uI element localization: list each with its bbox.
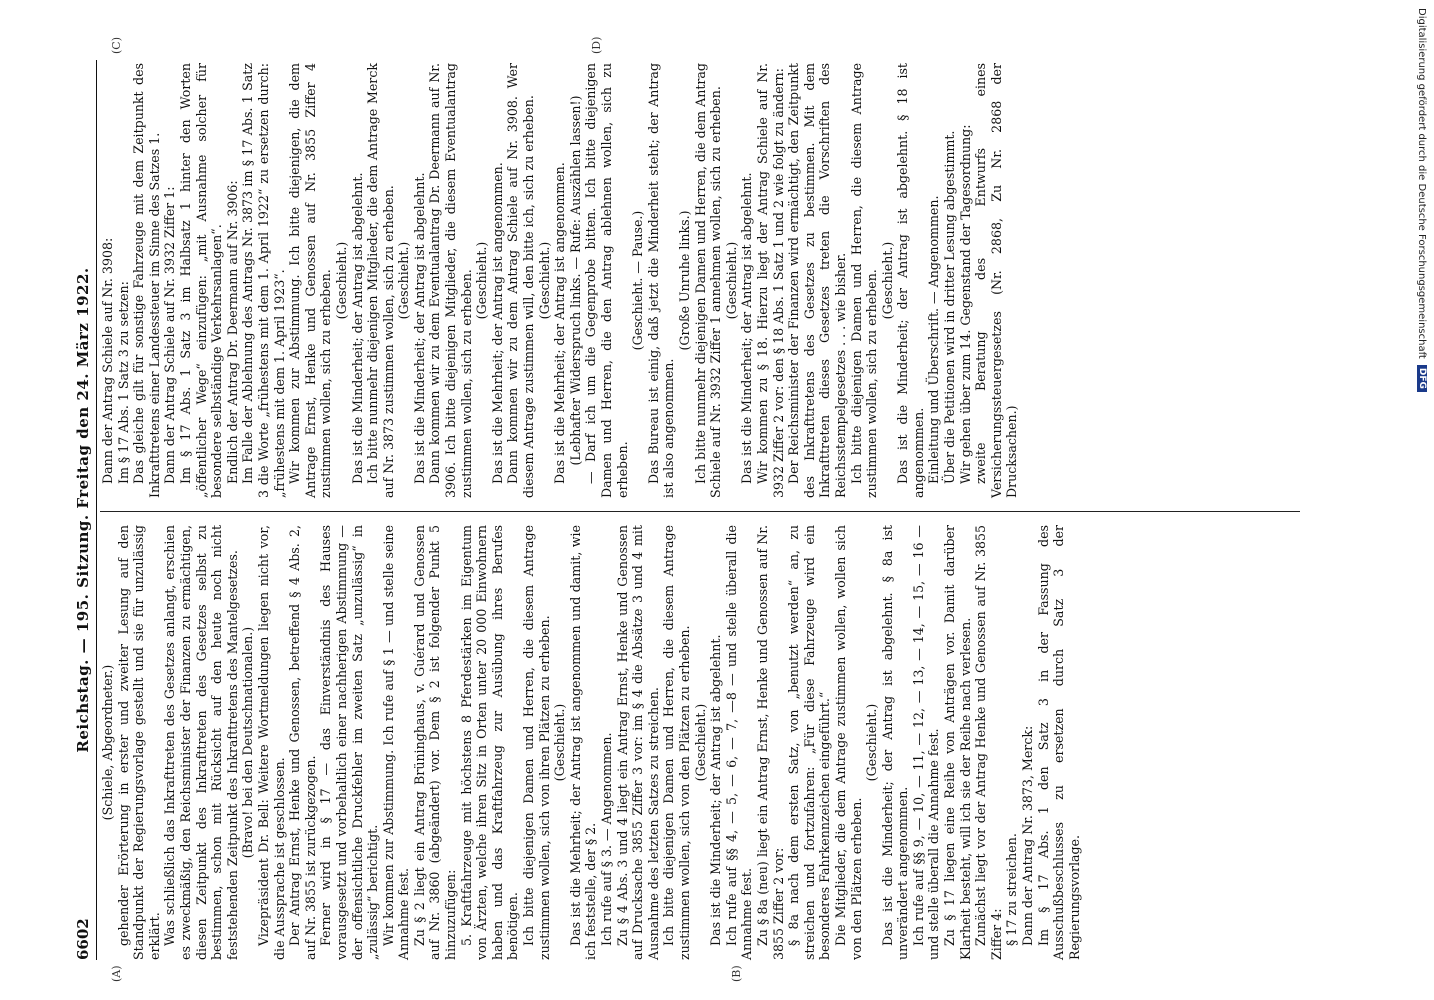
left-column-paragraph: Zunächst liegt vor der Antrag Henke und Genossen auf Nr. 3855 Ziffer 4: xyxy=(973,525,1004,960)
left-column-paragraph: Ich bitte diejenigen Damen und Herren, die diesem Antrage zustimmen wollen, sich von ihren Plätzen zu erheben. xyxy=(521,525,552,960)
page-number: 6602 xyxy=(74,918,92,960)
right-column-paragraph: (Geschieht.) xyxy=(474,241,490,320)
left-column-paragraph: Ich rufe auf §§ 9, — 10, — 11, — 12, — 13, — 14, — 15, — 16 — und stelle überall die Annahme fest. xyxy=(910,525,942,960)
right-column-paragraph: Endlich der Antrag Dr. Deermann auf Nr. 3906: xyxy=(224,180,240,484)
right-column-paragraph: (Geschieht. — Pause.) xyxy=(630,210,646,351)
right-column-paragraph: Dann kommen wir zu dem Antrag Schiele auf Nr. 3908. Wer diesem Antrage zustimmen will, den bitte ich, sich zu erheben. xyxy=(505,63,537,498)
right-column-paragraph: Im Falle der Ablehnung des Antrags Nr. 3873 im § 17 Abs. 1 Satz 3 die Worte „frühestens mit dem 1. April 1922“ zu ersetzen durch: „frühestens mit dem 1. April 1923“. xyxy=(240,63,287,498)
left-column-paragraph: (Geschieht.) xyxy=(864,703,880,782)
right-column-paragraph: Das ist die Mehrheit; der Antrag ist angenommen. xyxy=(489,162,505,484)
right-column xyxy=(100,63,1020,498)
left-column-paragraph: Zu § 8a (neu) liegt ein Antrag Ernst, Henke und Genossen auf Nr. 3855 Ziffer 2 vor: xyxy=(754,525,786,960)
left-column-paragraph: Ich bitte diejenigen Damen und Herren, die diesem Antrage zustimmen wollen, sich von den Plätzen zu erheben. xyxy=(661,525,692,960)
running-head: Reichstag. — 195. Sitzung. Freitag den 24. März 1922. xyxy=(74,267,92,753)
margin-letter-a: (A) xyxy=(110,965,123,982)
right-column-paragraph: Wir kommen zu § 18. Hierzu liegt der Antrag Schiele auf Nr. 3932 Ziffer 2 vor: den § 18 Abs. 1 Satz 1 und 2 wie folgt zu ändern: xyxy=(754,63,786,498)
left-column-paragraph: Das ist die Minderheit; der Antrag ist abgelehnt. § 8a ist unverändert angenommen. xyxy=(879,525,911,960)
left-column-paragraph: Wir kommen zur Abstimmung. Ich rufe auf § 1 — und stelle seine Annahme fest. xyxy=(380,525,412,960)
rotated-page xyxy=(70,36,1310,982)
left-column-paragraph: Im § 17 Abs. 1 den Satz 3 in der Fassung des Ausschußbeschlusses zu ersetzen durch Satz 3 der Regierungsvorlage. xyxy=(1035,525,1082,960)
right-column-paragraph: Ich bitte nunmehr diejenigen Mitglieder, die dem Antrage Merck auf Nr. 3873 zustimmen wollen, sich zu erheben. xyxy=(365,63,396,498)
margin-letter-c: (C) xyxy=(110,37,123,54)
left-column-paragraph: (Geschieht.) xyxy=(552,703,568,782)
margin-letter-d: (D) xyxy=(590,36,603,54)
right-column-paragraph: Das gleiche gilt für sonstige Fahrzeuge mit dem Zeitpunkt des Inkrafttretens einer Landessteuer im Sinne des Satzes 1. xyxy=(131,63,162,498)
page-header xyxy=(70,60,97,960)
right-column-paragraph: Das ist die Minderheit; der Antrag ist abgelehnt. xyxy=(739,172,755,484)
left-column-paragraph: (Geschieht.) xyxy=(692,703,708,782)
right-column-paragraph: Ich bitte nunmehr diejenigen Damen und Herren, die dem Antrag Schiele auf Nr. 3932 Ziffer 1 annehmen wollen, sich zu erheben. xyxy=(692,63,724,498)
right-column-paragraph: (Geschieht.) xyxy=(396,241,412,320)
left-column-paragraph: gehender Erörterung in erster und zweiter Lesung auf den Standpunkt der Regierungsvorlage gestellt und sie für unzulässig erklärt. xyxy=(115,525,162,960)
right-column-paragraph: Dann kommen wir zu dem Eventualantrag Dr. Deermann auf Nr. 3906. Ich bitte diejenigen Mitglieder, die diesem Eventualantrag zustimmen wollen, sich zu erheben. xyxy=(427,63,474,498)
left-column-paragraph: Dann der Antrag Nr. 3873, Merck: xyxy=(1020,725,1036,946)
right-column-paragraph: Wir kommen zur Abstimmung. Ich bitte diejenigen, die dem Antrage Ernst, Henke und Genossen auf Nr. 3855 Ziffer 4 zustimmen wollen, sich zu erheben. xyxy=(287,63,334,498)
left-column-paragraph: Zu § 17 liegen eine Reihe von Anträgen vor. Damit darüber Klarheit besteht, will ich sie der Reihe nach verlesen. xyxy=(942,525,973,960)
left-column-paragraph: § 8a nach dem ersten Satz, von „benutzt werden“ an, zu streichen und fortzufahren: „Für diese Fahrzeuge wird ein besonderes Fahrkennzeichen eingeführt.“ xyxy=(786,525,833,960)
left-column-paragraph: Ferner wird in § 17 — das Einverständnis des Hauses vorausgesetzt und vorbehaltlich einer nachherigen Abstimmung — der offensichtliche Druckfehler im zweiten Satz „unzulässig“ in „zulässig“ berichtigt. xyxy=(318,525,381,960)
right-column-paragraph: Das ist die Minderheit; der Antrag ist abgelehnt. § 18 ist angenommen. xyxy=(895,63,926,498)
right-column-paragraph: — Darf ich um die Gegenprobe bitten. Ich bitte diejenigen Damen und Herren, die den Antrag ablehnen wollen, sich zu erheben. xyxy=(583,63,630,498)
right-column-paragraph: zweite Beratung des Entwurfs eines Versicherungssteuergesetzes (Nr. 2868, Zu Nr. 2868 der Drucksachen.) xyxy=(973,63,1020,498)
margin-letter-b: (B) xyxy=(730,965,743,982)
left-column-paragraph: 5. Kraftfahrzeuge mit höchstens 8 Pferdestärken im Eigentum von Ärzten, welche ihren Sitz in Orten unter 20 000 Einwohnern haben und das Kraftfahrzeug zur Ausübung ihres Berufes benötigen. xyxy=(458,525,521,960)
left-column-paragraph: Ich rufe auf §§ 4, — 5, — 6, — 7, —8 — und stelle überall die Annahme fest. xyxy=(723,525,755,960)
left-column-paragraph: Zu § 4 Abs. 3 und 4 liegt ein Antrag Ernst, Henke und Genossen auf Drucksache 3855 Ziffer 3 vor: im § 4 die Absätze 3 und 4 mit Ausnahme des letzten Satzes zu streichen. xyxy=(614,525,661,960)
right-column-paragraph: Ich bitte diejenigen Damen und Herren, die diesem Antrage zustimmen wollen, sich zu erheben. xyxy=(848,63,880,498)
left-column-paragraph: (Schiele, Abgeordneter.) xyxy=(100,664,115,821)
right-column-paragraph: (Geschieht.) xyxy=(333,241,349,320)
right-column-paragraph: Wir gehen über zum 14. Gegenstand der Tagesordnung: xyxy=(957,124,973,484)
left-column-paragraph: Das ist die Minderheit; der Antrag ist abgelehnt. xyxy=(708,634,724,946)
left-column-paragraph: Ich rufe auf § 3. — Angenommen. xyxy=(599,732,614,946)
left-column xyxy=(100,525,1082,960)
left-column-paragraph: Vizepräsident Dr. Bell: Weitere Wortmeldungen liegen nicht vor, die Aussprache ist geschlossen. xyxy=(255,525,287,960)
right-column-paragraph: (Geschieht.) xyxy=(723,241,739,320)
right-column-paragraph: (Geschieht.) xyxy=(536,241,552,320)
right-column-paragraph: (Lebhafter Widerspruch links. — Rufe: Auszählen lassen!) xyxy=(567,95,583,466)
right-column-paragraph: Im § 17 Abs. 1 Satz 3 im Halbsatz 1 hinter den Worten „öffentlicher Wege“ einzufügen: „mit Ausnahme solcher für besondere selbständige Verkehrsanlagen“. xyxy=(177,63,225,498)
digitization-credit xyxy=(1414,8,1430,992)
left-column-paragraph: Das ist die Mehrheit; der Antrag ist angenommen und damit, wie ich feststelle, der § 2. xyxy=(567,525,599,960)
left-column-paragraph: Zu § 2 liegt ein Antrag Brüninghaus, v. Guérard und Genossen auf Nr. 3860 (abgeändert) vor. Dem § 2 ist folgender Punkt 5 hinzuzufügen: xyxy=(411,525,459,960)
right-column-paragraph: Einleitung und Überschrift. — Angenommen. xyxy=(926,195,942,484)
left-column-paragraph: Die Mitglieder, die dem Antrage zustimmen wollen, wollen sich von den Plätzen erheben. xyxy=(832,525,864,960)
dfg-logo: DFG xyxy=(1417,365,1427,392)
right-column-paragraph: Das ist die Mehrheit; der Antrag ist angenommen. xyxy=(552,162,568,484)
left-column-paragraph: (Bravo! bei den Deutschnationalen.) xyxy=(240,626,256,859)
right-column-paragraph: Das ist die Minderheit; der Antrag ist abgelehnt. xyxy=(349,172,365,484)
left-column-paragraph: § 17 zu streichen. xyxy=(1004,833,1020,946)
left-column-paragraph: Der Antrag Ernst, Henke und Genossen, betreffend § 4 Abs. 2, auf Nr. 3855 ist zurückgezogen. xyxy=(287,525,318,960)
right-column-paragraph: Das Bureau ist einig, daß jetzt die Minderheit steht; der Antrag ist also angenommen. xyxy=(645,63,677,498)
credit-text: Digitalisierung gefördert durch die Deutsche Forschungsgemeinschaft xyxy=(1416,8,1428,359)
right-column-paragraph: Über die Petitionen wird in dritter Lesung abgestimmt. xyxy=(942,130,958,484)
right-column-paragraph: Im § 17 Abs. 1 Satz 3 zu setzen: xyxy=(115,281,131,484)
column-divider xyxy=(100,511,1300,512)
right-column-paragraph: (Geschieht.) xyxy=(879,241,895,320)
right-column-paragraph: (Große Unruhe links.) xyxy=(676,210,692,351)
right-column-paragraph: Dann der Antrag Schiele auf Nr. 3908: xyxy=(100,237,115,484)
right-column-paragraph: Der Reichsminister der Finanzen wird ermächtigt, den Zeitpunkt des Inkrafttretens des Gesetzes zu bestimmen. Mit dem Inkrafttreten dieses Gesetzes treten die Vorschriften des Reichsstempelgesetzes . . . wie bisher. xyxy=(786,63,848,498)
left-column-paragraph: Was schließlich das Inkrafttreten des Gesetzes anlangt, erschien es zweckmäßig, den Reichsminister der Finanzen zu ermächtigen, diesen Zeitpunkt des Inkrafttreten des Gesetzes selbst zu bestimmen, schon mit Rücksicht auf den heute noch nicht feststehenden Zeitpunkt des Inkrafttretens des Mantelgesetzes. xyxy=(162,525,240,960)
right-column-paragraph: Das ist die Minderheit; der Antrag ist abgelehnt. xyxy=(411,172,427,484)
right-column-paragraph: Dann der Antrag Schiele auf Nr. 3932 Ziffer 1: xyxy=(162,186,178,484)
